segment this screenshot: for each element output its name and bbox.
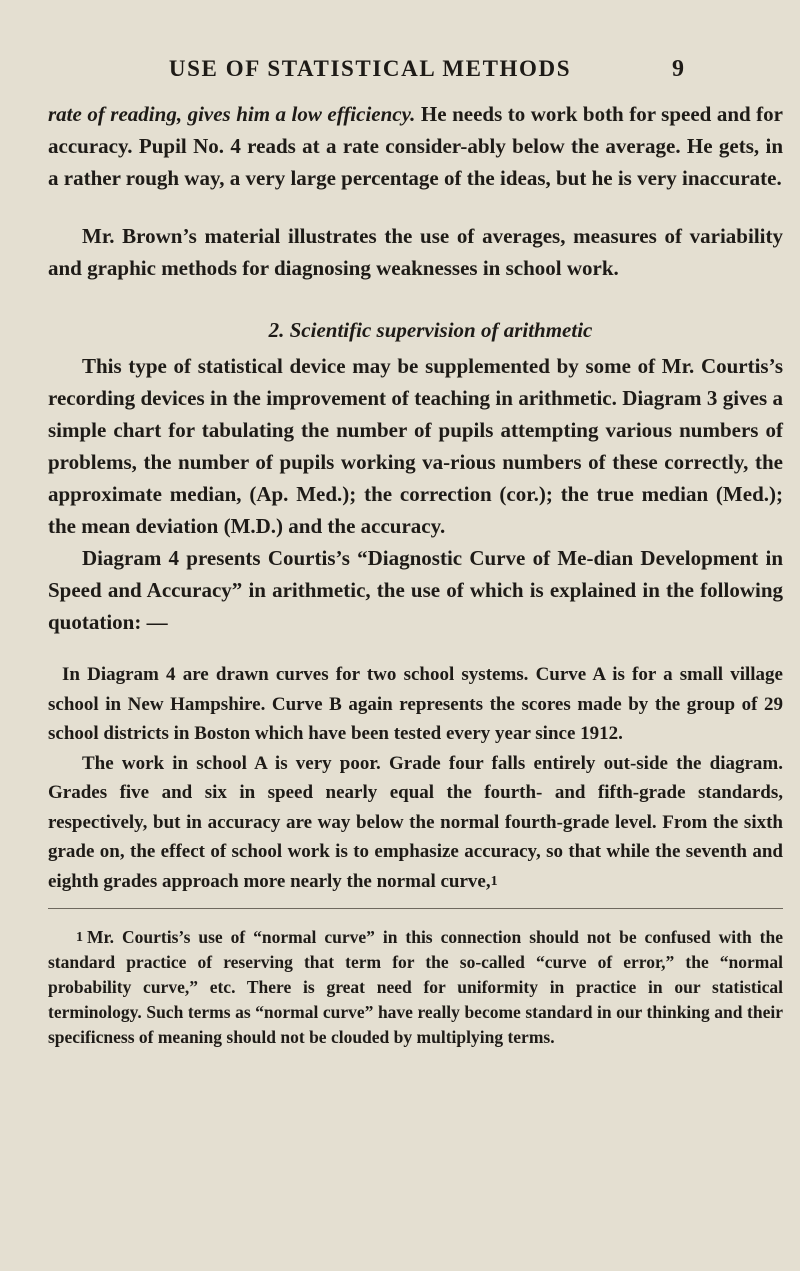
footnote-marker: 1 [76,930,83,945]
page-number: 9 [672,56,684,82]
paragraph-continuation [48,98,783,194]
paragraph-brown-material: Mr. Brown’s material illustrates the use of averages, measures of variability and graphic methods for diagnosing weaknesses in school work. [48,224,783,280]
footnote-divider [48,908,783,909]
running-head: USE OF STATISTICAL METHODS [168,56,572,81]
block-quotation [48,660,783,896]
italic-phrase: rate of reading, gives him a low efficiency. [48,102,416,126]
section-heading: 2. Scientific supervision of arithmetic [268,318,593,342]
quotation-text: The work in school A is very poor. Grade four falls entirely out-side the diagram. Grades five and six in speed nearly equal the fourth- and fifth-grade standards, respectively, but in accuracy are way below the normal fourth-grade level. From the sixth grade on, the effect of school work is to emphasize accuracy, so that while the seventh and eighth grades approach more nearly the normal curve, [48,752,783,892]
paragraph-statistical-device: This type of statistical device may be supplemented by some of Mr. Courtis’s recording devices in the improvement of teaching in arithmetic. Diagram 3 gives a simple chart for tabulating the number of pupils attempting various numbers of problems, the number of pupils working va-rious numbers of these correctly, the approximate median, (Ap. Med.); the correction (cor.); the true median (Med.); the mean deviation (M.D.) and the accuracy. [48,354,783,538]
page-header [0,56,800,92]
paragraph-diagram-4: Diagram 4 presents Courtis’s “Diagnostic Curve of Me-dian Development in Speed and Accuracy” in arithmetic, the use of which is explained in the following quotation: — [48,546,783,634]
footnote [48,925,783,1050]
quotation-paragraph [48,749,783,897]
footnote-reference: 1 [490,873,498,889]
paragraph-text: He needs to work both for speed and for accuracy. Pupil No. 4 reads at a rate consider-ably below the average. He gets, in a rather rough way, a very large percentage of the ideas, but he is very inaccurate. [48,102,783,190]
footnote-text: Mr. Courtis’s use of “normal curve” in this connection should not be confused with the standard practice of reserving that term for the so-called “curve of error,” the “normal probability curve,” etc. There is great need for uniformity in practice in our statistical terminology. Such terms as “normal curve” have really become standard in our thinking and their specificness of meaning should not be clouded by multiplying terms. [48,927,783,1047]
body-text [48,98,783,1050]
quotation-paragraph: In Diagram 4 are drawn curves for two school systems. Curve A is for a small village school in New Hampshire. Curve B again represents the scores made by the group of 29 school districts in Boston which have been tested every year since 1912. [48,664,783,744]
